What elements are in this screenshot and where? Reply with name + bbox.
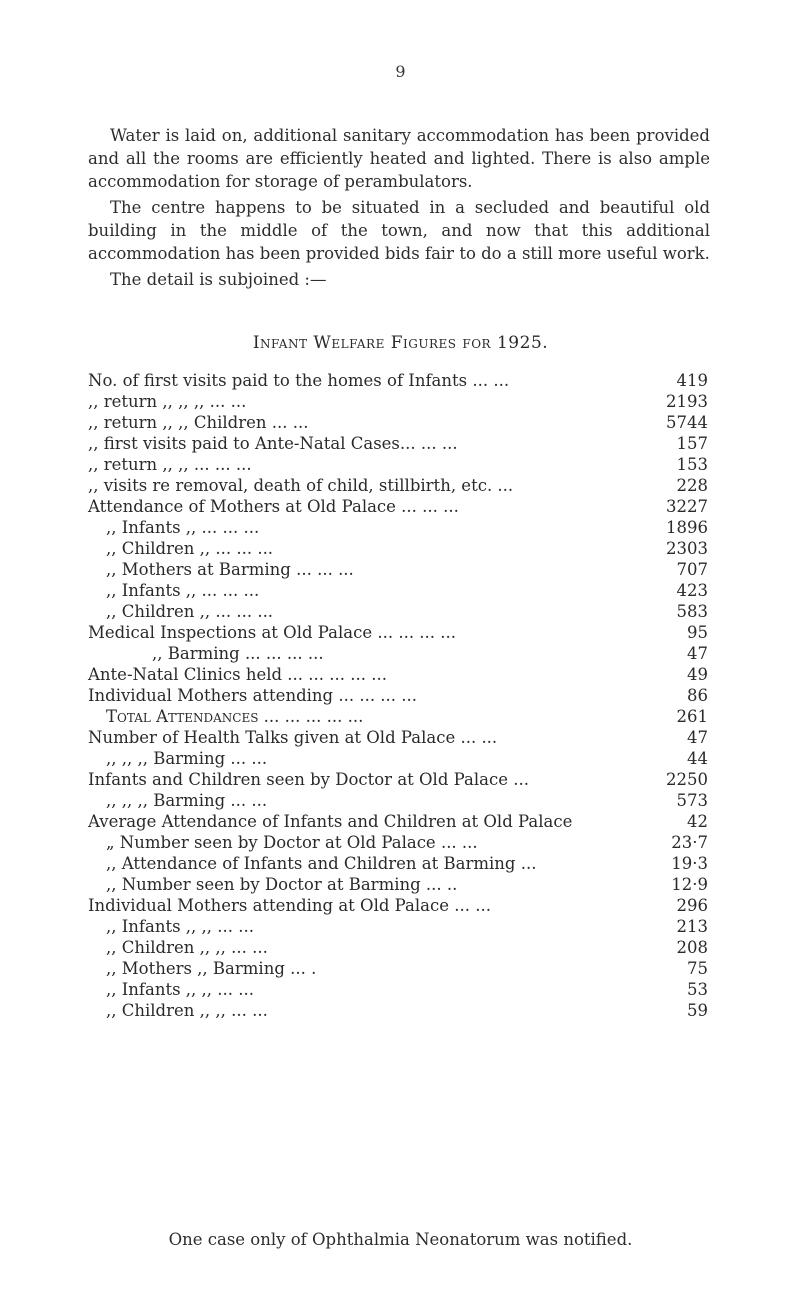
row-label: Attendance of Mothers at Old Palace ... ... ... [88, 497, 459, 516]
row-label: ,, Children ,, ... ... ... [106, 539, 274, 558]
table-row [88, 1000, 708, 1021]
table-row [88, 958, 708, 979]
table-row [88, 622, 708, 643]
table-row [88, 727, 708, 748]
row-value: 1896 [666, 518, 708, 537]
table-row [88, 475, 708, 496]
row-value: 47 [687, 644, 708, 663]
row-label: Number of Health Talks given at Old Palace ... ... [88, 728, 498, 747]
row-value: 423 [676, 581, 708, 600]
row-label: ,, Number seen by Doctor at Barming ... .. [106, 875, 458, 894]
table-row [88, 538, 708, 559]
table-row [88, 874, 708, 895]
row-value: 296 [676, 896, 708, 915]
row-label: Individual Mothers attending ... ... ... ... [88, 686, 418, 705]
row-value: 707 [676, 560, 708, 579]
table-row [88, 517, 708, 538]
row-value: 42 [687, 812, 708, 831]
row-value: 5744 [666, 413, 708, 432]
table-row [88, 853, 708, 874]
row-label: ,, Infants ,, ... ... ... [106, 518, 260, 537]
table-row [88, 643, 708, 664]
row-value: 3227 [666, 497, 708, 516]
row-value: 208 [676, 938, 708, 957]
table-row [88, 811, 708, 832]
row-label: ,, ,, ,, Barming ... ... [106, 791, 268, 810]
row-value: 95 [687, 623, 708, 642]
row-value: 86 [687, 686, 708, 705]
row-label: ,, Mothers at Barming ... ... ... [106, 560, 354, 579]
row-label: ,, Children ,, ... ... ... [106, 602, 274, 621]
table-row [88, 916, 708, 937]
page-number: 9 [395, 62, 406, 81]
table-row [88, 706, 708, 727]
row-value: 228 [676, 476, 708, 495]
row-label: Infants and Children seen by Doctor at Old Palace ... [88, 770, 529, 789]
row-value: 59 [687, 1001, 708, 1020]
row-value: 2193 [666, 392, 708, 411]
paragraph-centre: The centre happens to be situated in a secluded and beautiful old building in the middle of the town, and now that this additional accommodation has been provided bids fair to do a still more useful work. [88, 198, 710, 263]
row-label: ,, Mothers ,, Barming ... . [106, 959, 317, 978]
table-row [88, 559, 708, 580]
row-label: ,, Attendance of Infants and Children at Barming ... [106, 854, 537, 873]
row-value: 44 [687, 749, 708, 768]
row-value: 2250 [666, 770, 708, 789]
row-label: ,, return ,, ,, ,, ... ... [88, 392, 247, 411]
row-value: 19·3 [671, 854, 708, 873]
row-value: 12·9 [671, 875, 708, 894]
row-value: 261 [676, 707, 708, 726]
paragraph-accommodation: Water is laid on, additional sanitary accommodation has been provided and all the rooms are efficiently heated and lighted. There is also ample accommodation for storage of perambulators. [88, 126, 710, 191]
table-row [88, 496, 708, 517]
row-label: ,, visits re removal, death of child, stillbirth, etc. ... [88, 476, 514, 495]
table-row [88, 790, 708, 811]
table-row [88, 979, 708, 1000]
table-row [88, 601, 708, 622]
table-row [88, 895, 708, 916]
row-label: ,, Infants ,, ,, ... ... [106, 917, 254, 936]
row-label: Ante-Natal Clinics held ... ... ... ... ... [88, 665, 387, 684]
table-row [88, 664, 708, 685]
table-row [88, 748, 708, 769]
table-row [88, 937, 708, 958]
row-value: 573 [676, 791, 708, 810]
row-label: ,, Infants ,, ... ... ... [106, 581, 260, 600]
row-value: 53 [687, 980, 708, 999]
table-row [88, 769, 708, 790]
row-label: „ Number seen by Doctor at Old Palace ... ... [106, 833, 478, 852]
table-row [88, 391, 708, 412]
table-row [88, 412, 708, 433]
row-label: Individual Mothers attending at Old Palace ... ... [88, 896, 491, 915]
row-label: Medical Inspections at Old Palace ... ... ... ... [88, 623, 457, 642]
row-value: 49 [687, 665, 708, 684]
row-label: ,, Children ,, ,, ... ... [106, 938, 268, 957]
infant-welfare-figures-table [88, 370, 708, 1021]
row-label: ,, first visits paid to Ante-Natal Cases... ... ... [88, 434, 458, 453]
row-value: 23·7 [671, 833, 708, 852]
table-row [88, 832, 708, 853]
row-label: Total Attendances ... ... ... ... ... [106, 707, 364, 726]
row-label: ,, Infants ,, ,, ... ... [106, 980, 254, 999]
row-value: 47 [687, 728, 708, 747]
row-label: ,, return ,, ,, ... ... ... [88, 455, 252, 474]
row-label: Average Attendance of Infants and Children at Old Palace [88, 812, 573, 831]
row-value: 583 [676, 602, 708, 621]
row-value: 75 [687, 959, 708, 978]
row-label: No. of first visits paid to the homes of Infants ... ... [88, 371, 510, 390]
row-value: 2303 [666, 539, 708, 558]
footnote: One case only of Ophthalmia Neonatorum was notified. [168, 1230, 633, 1249]
table-row [88, 580, 708, 601]
row-value: 157 [676, 434, 708, 453]
row-value: 153 [676, 455, 708, 474]
row-label: ,, return ,, ,, Children ... ... [88, 413, 309, 432]
row-label: ,, Children ,, ,, ... ... [106, 1001, 268, 1020]
table-row [88, 685, 708, 706]
table-row [88, 370, 708, 391]
paragraph-detail: The detail is subjoined :— [110, 270, 327, 289]
table-row [88, 454, 708, 475]
table-row [88, 433, 708, 454]
table-title: Infant Welfare Figures for 1925. [252, 333, 549, 353]
row-label: ,, ,, ,, Barming ... ... [106, 749, 268, 768]
row-value: 419 [676, 371, 708, 390]
row-label: ,, Barming ... ... ... ... [152, 644, 324, 663]
row-value: 213 [676, 917, 708, 936]
